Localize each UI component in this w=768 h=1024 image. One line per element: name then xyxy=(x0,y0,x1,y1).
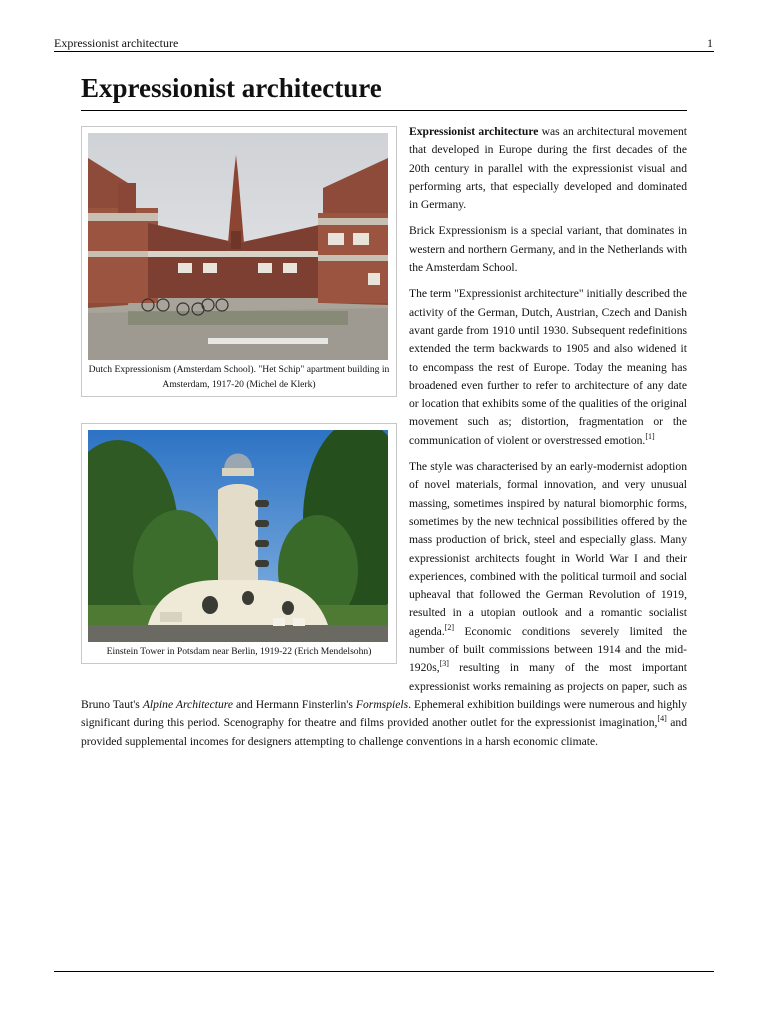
citation-2[interactable]: [2] xyxy=(444,622,455,632)
lead-term: Expressionist architecture xyxy=(409,125,539,138)
citation-1[interactable]: [1] xyxy=(645,431,655,441)
paragraph-text: The style was characterised by an early-modernist adoption of novel materials, formal innovation, and very unusual massing, sometimes inspired by natural biomorphic forms, sometimes by the new technical possibilities offered by the mass production of brick, steel and especially glass. Many expressionist architects fought in World War I and their experiences, combined with the political turmoil and social upheaval that followed the German Revolution of 1919, resulted in a utopian outlook and a romantic socialist agenda. xyxy=(409,460,687,638)
citation-4[interactable]: [4] xyxy=(657,714,667,724)
citation-3[interactable]: [3] xyxy=(439,659,449,669)
paragraph-2: Brick Expressionism is a special variant, that dominates in western and northern Germany, and in the Netherlands with the Amsterdam School. xyxy=(409,224,687,275)
article-title: Expressionist architecture xyxy=(81,70,687,111)
paragraph-text: and Hermann Finsterlin's xyxy=(232,697,356,711)
work-title-alpine: Alpine Architecture xyxy=(142,697,233,711)
paragraph-text: Economic conditions severely limited the number of built commissions between 1914 and the mid-1920s, xyxy=(409,624,687,675)
work-title-formspiels: Formspiels xyxy=(355,697,409,711)
paragraph-text: and provided supplemental incomes for designers attempting to challenge conventions in a harsh economic climate. xyxy=(81,716,687,748)
figure-einstein-tower xyxy=(81,423,397,664)
footer-rule xyxy=(54,971,714,972)
figure-het-schip xyxy=(81,126,397,397)
het-schip-photo xyxy=(88,133,388,360)
running-header-title: Expressionist architecture xyxy=(54,36,179,50)
figure-caption: Einstein Tower in Potsdam near Berlin, 1919-22 (Erich Mendelsohn) xyxy=(106,646,372,657)
page-number: 1 xyxy=(707,36,713,50)
paragraph-text: The term "Expressionist architecture" initially described the activity of the German, Dutch, Austrian, Czech and Danish avant garde from 1910 until 1930. Subsequent redefinitions extended the term backwards to 1905 and also widened it to encompass the rest of Europe. Today the meaning has broadened even further to refer to architecture of any date or location that exhibits some of the qualities of the original movement such as; distortion, fragmentation or the communication of violent or overstressed emotion. xyxy=(409,287,687,447)
paragraph-text: . Ephemeral exhibition buildings were numerous and highly significant during this period. Scenography for theatre and films provided another outlet for the expressionist imagination, xyxy=(81,697,688,730)
running-header xyxy=(54,36,714,52)
paragraph-text: resulting in many of the most important expressionist works remaining as projects on paper, such as Bruno Taut's xyxy=(81,661,687,711)
einstein-tower-photo xyxy=(88,430,388,642)
figure-caption: Dutch Expressionism (Amsterdam School). "Het Schip" apartment building in Amsterdam, 1917-20 (Michel de Klerk) xyxy=(88,364,390,390)
article-body xyxy=(81,123,687,759)
paragraph-text: was an architectural movement that developed in Europe during the first decades of the 20th century in parallel with the expressionist visual and performing arts, that especially developed and dominated in Germany. xyxy=(409,125,687,212)
